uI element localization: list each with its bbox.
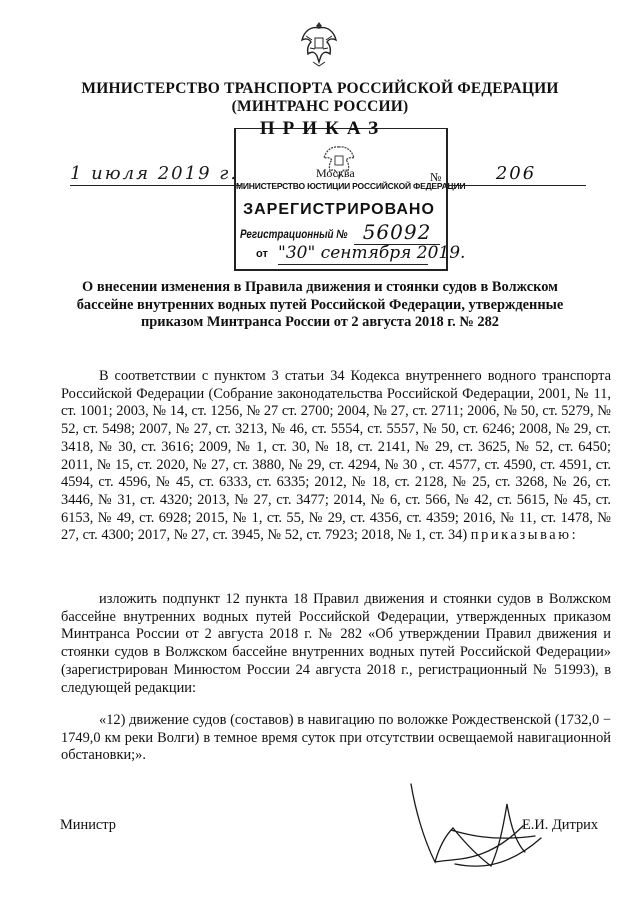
stamp-registered: ЗАРЕГИСТРИРОВАНО	[243, 201, 435, 218]
stamp-ministry: МИНИСТЕРСТВО ЮСТИЦИИ РОССИЙСКОЙ ФЕДЕРАЦИИ	[236, 181, 466, 191]
russian-coat-of-arms-icon	[298, 18, 340, 68]
amendment-paragraph	[61, 712, 611, 765]
registration-stamp	[234, 128, 466, 271]
operative-paragraph	[61, 591, 611, 697]
signatory-position: Министр	[60, 817, 116, 833]
document-title: О внесении изменения в Правила движения и стоянки судов в Волжском бассейне внутренних водных путей Российской Федерации, утвержденные приказом Минтранса России от 2 августа 2018 г. № 282	[76, 279, 564, 330]
order-city: Москва	[316, 166, 355, 180]
order-number: 206	[446, 163, 586, 186]
signatory-name: Е.И. Дитрих	[522, 817, 599, 833]
stamp-from-label: от	[256, 248, 268, 260]
ministry-name: МИНИСТЕРСТВО ТРАНСПОРТА РОССИЙСКОЙ ФЕДЕРАЦИИ	[81, 80, 559, 97]
preamble-paragraph	[61, 368, 611, 545]
operative-text: изложить подпункт 12 пункта 18 Правил движения и стоянки судов в Волжском бассейне внутренних водных путей Российской Федерации, утвержденных приказом Минтранса России от 2 августа 2018 г. № 282 «Об утверждении Правил движения и стоянки судов в Волжском бассейне внутренних водных путей Российской Федерации» (зарегистрирован Минюстом России 24 августа 2018 г., регистрационный № 51993), в следующей редакции:	[61, 591, 611, 696]
amendment-text: «12) движение судов (составов) в навигацию по воложке Рождественской (1732,0 − 1749,0 км реки Волги) в темное время суток при отсутствии освещаемой навигационной обстановки;».	[61, 712, 611, 764]
stamp-regnum-label: Регистрационный №	[240, 227, 348, 241]
stamp-date-value: "30" сентября 2019.	[278, 243, 466, 263]
number-sign: №	[430, 170, 442, 184]
stamp-regnum-value: 56092	[354, 220, 440, 245]
order-date: 1 июля 2019 г.	[70, 163, 239, 184]
order-verb: приказываю:	[470, 527, 579, 544]
preamble-text: В соответствии с пунктом 3 статьи 34 Кодекса внутреннего водного транспорта Российской Федерации (Собрание законодательства Российской Федерации, 2001, № 11, ст. 1001; 2003, № 14, ст. 1256, № 27 ст. 2700; 2004, № 27, ст. 2711; 2006, № 50, ст. 5279, № 52, ст. 5498; 2007, № 27, ст. 3213, № 46, ст. 5554, ст. 5557, № 50, ст. 6246; 2008, № 29, ст. 3418, № 30, ст. 3616; 2009, № 1, ст. 30, № 18, ст. 2141, № 29, ст. 3625, № 52, ст. 6450; 2011, № 15, ст. 2020, № 27, ст. 3880, № 29, ст. 4294, № 30 , ст. 4577, ст. 4590, ст. 4591, ст. 4594, ст. 4596, № 45, ст. 6333, ст. 6335; 2012, № 18, ст. 2128, № 25, ст. 3268, № 26, ст. 3446, № 31, ст. 4320; 2013, № 27, ст. 3477; 2014, № 6, ст. 566, № 42, ст. 5615, № 45, ст. 6153, № 49, ст. 6928; 2015, № 1, ст. 55, № 29, ст. 4356, ст. 4359; 2016, № 11, ст. 1478, № 27, ст. 4300; 2017, № 27, ст. 3945, № 52, ст. 7923; 2018, № 1, ст. 34)	[61, 368, 611, 544]
order-word: ПРИКАЗ	[259, 118, 387, 139]
ministry-short-name: (МИНТРАНС РОССИИ)	[231, 98, 409, 115]
